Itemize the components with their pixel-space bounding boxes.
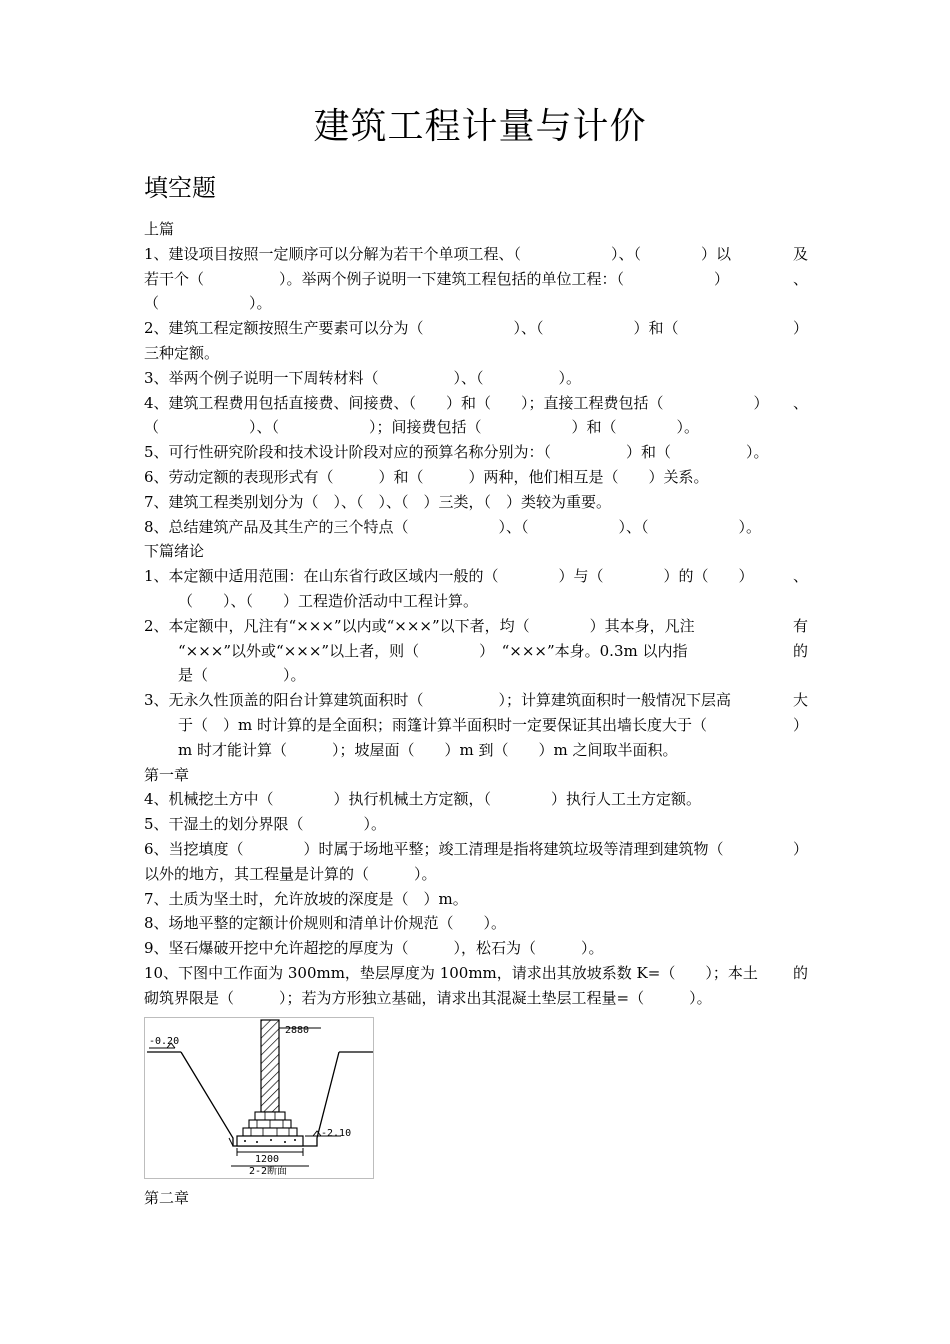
question-line: （ ）、（ ）；间接费包括（ ）和（ ）。 xyxy=(144,418,700,437)
question-line: 1、建设项目按照一定顺序可以分解为若干个单项工程、（ ）、（ ）以 及 xyxy=(144,244,808,263)
section-title: 填空题 xyxy=(144,174,216,202)
question-line: 7、土质为坚土时，允许放坡的深度是（ ）m。 xyxy=(144,889,468,908)
section-label: 2-2断面 xyxy=(249,1166,288,1177)
question-line: （ ）、（ ）工程造价活动中工程计算。 xyxy=(178,591,479,610)
question-line: 4、机械挖土方中（ ）执行机械土方定额，（ ）执行人工土方定额。 xyxy=(144,790,702,809)
question-line: （ ）。 xyxy=(144,294,272,313)
level-left-label: -0.20 xyxy=(149,1036,180,1047)
question-line: 5、干湿土的划分界限（ ）。 xyxy=(144,815,387,834)
document-body xyxy=(144,217,808,1011)
question-line: 砌筑界限是（ ）；若为方形独立基础，请求出其混凝土垫层工程量=（ ）。 xyxy=(144,988,712,1007)
question-line: 以外的地方，其工程量是计算的（ ）。 xyxy=(144,864,437,883)
question-line: 8、总结建筑产品及其生产的三个特点（ ）、（ ）、（ ）。 xyxy=(144,517,762,536)
chapter-heading: 第一章 xyxy=(144,765,190,784)
question-line: 若干个（ ）。举两个例子说明一下建筑工程包括的单位工程：（ ） 、 xyxy=(144,269,808,288)
question-line: 于（ ）m 时计算的是全面积；雨篷计算半面积时一定要保证其出墙长度大于（ ） xyxy=(178,715,808,734)
chapter-heading: 第二章 xyxy=(144,1189,190,1207)
question-line: 6、劳动定额的表现形式有（ ）和（ ）两种，他们相互是（ ）关系。 xyxy=(144,467,709,486)
foundation-section-figure xyxy=(144,1017,374,1179)
dim-bottom-label: 1200 xyxy=(255,1154,280,1165)
question-line: 9、坚石爆破开挖中允许超挖的厚度为（ ），松石为（ ）。 xyxy=(144,939,604,958)
level-right-label: -2.10 xyxy=(321,1128,352,1139)
question-line: “×××”以外或“×××”以上者，则（ ） “×××”本身。0.3m 以内指 的 xyxy=(178,641,808,660)
question-line: 8、场地平整的定额计价规则和清单计价规范（ ）。 xyxy=(144,914,507,933)
question-line: 6、当挖填度（ ）时属于场地平整；竣工清理是指将建筑垃圾等清理到建筑物（ ） xyxy=(144,839,808,858)
question-line: 4、建筑工程费用包括直接费、间接费、（ ）和（ ）；直接工程费包括（ ） 、 xyxy=(144,393,808,412)
document-title: 建筑工程计量与计价 xyxy=(313,106,647,147)
question-line: 3、举两个例子说明一下周转材料（ ）、（ ）。 xyxy=(144,368,582,387)
question-line: 3、无永久性顶盖的阳台计算建筑面积时（ ）；计算建筑面积时一般情况下层高 大 xyxy=(144,691,808,710)
foundation-section-drawing xyxy=(145,1018,373,1178)
question-line: 7、建筑工程类别划分为（ ）、（ ）、（ ）三类，（ ）类较为重要。 xyxy=(144,492,612,511)
question-line: 2、本定额中，凡注有“×××”以内或“×××”以下者，均（ ）其本身，凡注 有 xyxy=(144,616,808,635)
part-heading: 上篇 xyxy=(144,220,175,238)
question-line: m 时才能计算（ ）；坡屋面（ ）m 到（ ）m 之间取半面积。 xyxy=(178,740,678,759)
dim-top-label: 2880 xyxy=(285,1025,310,1036)
question-line: 10、下图中工作面为 300mm，垫层厚度为 100mm，请求出其放坡系数 K=（ ）；本土 的 xyxy=(144,963,808,982)
question-line: 三种定额。 xyxy=(144,343,220,362)
question-line: 是（ ）。 xyxy=(178,666,306,685)
question-line: 2、建筑工程定额按照生产要素可以分为（ ）、（ ）和（ ） xyxy=(144,319,808,338)
question-line: 5、可行性研究阶段和技术设计阶段对应的预算名称分别为：（ ）和（ ）。 xyxy=(144,443,769,462)
part-heading: 下篇绪论 xyxy=(144,542,205,561)
question-line: 1、本定额中适用范围：在山东省行政区域内一般的（ ）与（ ）的（ ） 、 xyxy=(144,567,808,586)
